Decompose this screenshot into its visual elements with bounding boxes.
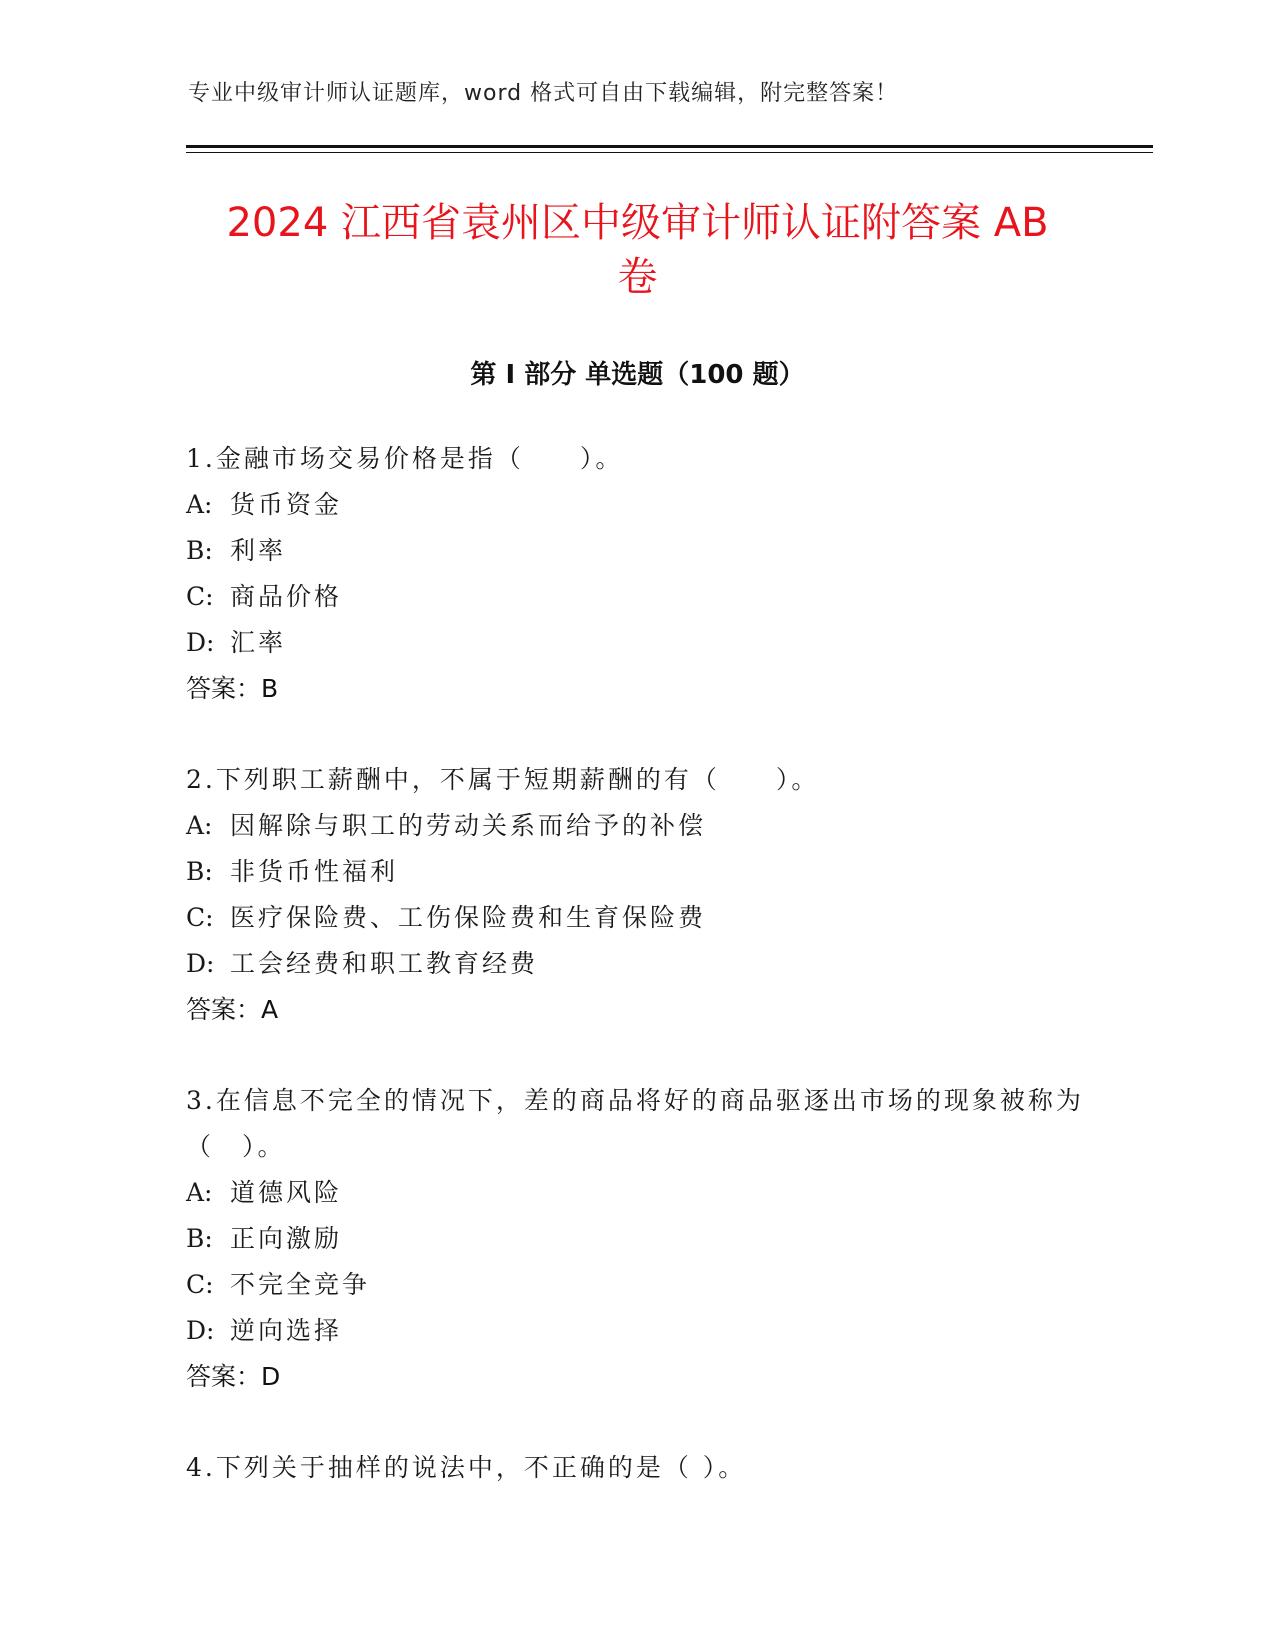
- option-letter: C:: [186, 903, 214, 932]
- option-text: 不完全竞争: [230, 1270, 371, 1299]
- option-text: 非货币性福利: [230, 857, 399, 886]
- option-letter: C:: [186, 582, 214, 611]
- option-a: [186, 482, 1086, 528]
- option-text: 汇率: [230, 628, 287, 657]
- header-rule-thin: [186, 152, 1153, 153]
- header-rule-thick: [186, 145, 1153, 148]
- option-d: [186, 620, 1086, 666]
- option-text: 逆向选择: [230, 1316, 343, 1345]
- option-d: [186, 941, 1086, 987]
- answer-line: 答案：D: [186, 1362, 281, 1391]
- question-stem: 3.在信息不完全的情况下，差的商品将好的商品驱逐出市场的现象被称为（ ）。: [186, 1086, 1084, 1161]
- option-letter: D:: [186, 628, 215, 657]
- option-text: 商品价格: [230, 582, 343, 611]
- option-text: 利率: [230, 536, 287, 565]
- answer-line: 答案：B: [186, 674, 279, 703]
- option-text: 货币资金: [230, 490, 343, 519]
- option-letter: A:: [186, 1178, 213, 1207]
- title-line-1: 2024 江西省袁州区中级审计师认证附答案 AB: [226, 200, 1049, 246]
- question-1: [186, 436, 1086, 712]
- option-letter: C:: [186, 1270, 214, 1299]
- document-title: [150, 196, 1125, 304]
- option-text: 因解除与职工的劳动关系而给予的补偿: [230, 811, 707, 840]
- option-c: [186, 574, 1086, 620]
- question-3: [186, 1078, 1086, 1400]
- question-stem: 1.金融市场交易价格是指（ ）。: [186, 444, 624, 473]
- option-text: 道德风险: [230, 1178, 343, 1207]
- answer-line: 答案：A: [186, 995, 279, 1024]
- header-note: 专业中级审计师认证题库，word 格式可自由下载编辑，附完整答案！: [188, 81, 899, 106]
- question-2: [186, 757, 1086, 1033]
- option-b: [186, 528, 1086, 574]
- option-letter: D:: [186, 949, 215, 978]
- option-text: 正向激励: [230, 1224, 343, 1253]
- option-letter: A:: [186, 811, 213, 840]
- option-b: [186, 1216, 1086, 1262]
- section-heading: 第 I 部分 单选题（100 题）: [470, 360, 805, 390]
- option-letter: B:: [186, 536, 213, 565]
- question-stem: 2.下列职工薪酬中，不属于短期薪酬的有（ ）。: [186, 765, 820, 794]
- option-a: [186, 803, 1086, 849]
- option-text: 工会经费和职工教育经费: [230, 949, 539, 978]
- option-c: [186, 1262, 1086, 1308]
- title-line-2: 卷: [617, 254, 658, 300]
- question-4: [186, 1445, 1086, 1491]
- option-b: [186, 849, 1086, 895]
- option-text: 医疗保险费、工伤保险费和生育保险费: [230, 903, 707, 932]
- option-letter: B:: [186, 857, 213, 886]
- question-list: [186, 436, 1086, 1536]
- option-letter: B:: [186, 1224, 213, 1253]
- option-d: [186, 1308, 1086, 1354]
- option-a: [186, 1170, 1086, 1216]
- option-letter: D:: [186, 1316, 215, 1345]
- option-c: [186, 895, 1086, 941]
- question-stem: 4.下列关于抽样的说法中，不正确的是（ ）。: [186, 1453, 747, 1482]
- option-letter: A:: [186, 490, 213, 519]
